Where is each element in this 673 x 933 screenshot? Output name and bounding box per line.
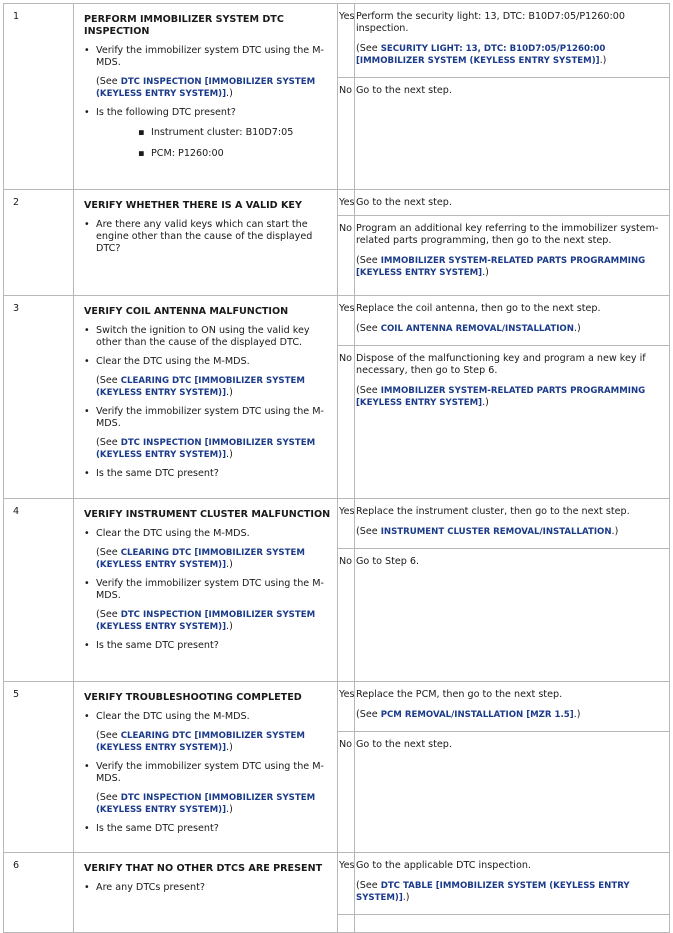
step-instructions bbox=[84, 219, 333, 255]
step-title: VERIFY COIL ANTENNA MALFUNCTION bbox=[84, 306, 289, 317]
reference-link[interactable]: IMMOBILIZER SYSTEM-RELATED PARTS PROGRAMMING [KEYLESS ENTRY SYSTEM] bbox=[356, 386, 646, 408]
reference-prefix: (See bbox=[356, 385, 381, 396]
step-action-cell bbox=[74, 190, 338, 296]
step-questions bbox=[84, 882, 333, 894]
yes-label: Yes bbox=[338, 499, 355, 549]
reference-link[interactable]: DTC INSPECTION [IMMOBILIZER SYSTEM (KEYLESS ENTRY SYSTEM)] bbox=[96, 793, 316, 815]
reference-link[interactable]: INSTRUMENT CLUSTER REMOVAL/INSTALLATION bbox=[380, 527, 612, 537]
step-action-cell bbox=[74, 499, 338, 682]
step-instructions bbox=[84, 578, 333, 602]
result-text: Replace the instrument cluster, then go to the next step. bbox=[356, 506, 630, 517]
step-number: 6 bbox=[4, 853, 74, 933]
result-text: Dispose of the malfunctioning key and program a new key if necessary, then go to Step 6. bbox=[356, 353, 646, 376]
reference-note bbox=[96, 76, 333, 100]
instruction-item: • Are any DTCs present? bbox=[84, 882, 333, 894]
step-row-1 bbox=[4, 4, 670, 78]
question-text: Is the following DTC present? bbox=[96, 107, 236, 118]
reference-note bbox=[96, 437, 333, 461]
reference-suffix: .) bbox=[226, 804, 233, 815]
step-row-4 bbox=[4, 499, 670, 549]
reference-link[interactable]: DTC INSPECTION [IMMOBILIZER SYSTEM (KEYLESS ENTRY SYSTEM)] bbox=[96, 610, 316, 632]
step-action-cell bbox=[74, 296, 338, 499]
step-number: 3 bbox=[4, 296, 74, 499]
reference-prefix: (See bbox=[96, 437, 121, 448]
step-row-6 bbox=[4, 853, 670, 915]
reference-link[interactable]: COIL ANTENNA REMOVAL/INSTALLATION bbox=[380, 324, 574, 334]
step-title: VERIFY THAT NO OTHER DTCS ARE PRESENT bbox=[84, 863, 323, 874]
step-instructions bbox=[84, 406, 333, 430]
dtc-item: ▪ PCM: P1260:00 bbox=[138, 148, 333, 160]
step-title: PERFORM IMMOBILIZER SYSTEM DTC INSPECTION bbox=[84, 14, 284, 37]
reference-suffix: .) bbox=[573, 323, 581, 334]
result-text: Go to Step 6. bbox=[356, 556, 420, 567]
instruction-item: • Clear the DTC using the M-MDS. bbox=[84, 711, 333, 723]
reference-note bbox=[96, 547, 333, 571]
instruction-item: • Verify the immobilizer system DTC using the M-MDS. bbox=[84, 45, 333, 69]
reference-note bbox=[96, 375, 333, 399]
reference-note bbox=[356, 255, 665, 279]
dtc-list bbox=[96, 127, 333, 160]
reference-link[interactable]: CLEARING DTC [IMMOBILIZER SYSTEM (KEYLESS ENTRY SYSTEM)] bbox=[96, 376, 305, 398]
instruction-item: • Verify the immobilizer system DTC using the M-MDS. bbox=[84, 761, 333, 785]
reference-prefix: (See bbox=[96, 547, 121, 558]
step-action-cell bbox=[74, 4, 338, 190]
step-instructions bbox=[84, 45, 333, 69]
reference-note bbox=[356, 709, 665, 721]
result-text: Replace the PCM, then go to the next step. bbox=[356, 689, 563, 700]
step-number: 2 bbox=[4, 190, 74, 296]
instruction-item bbox=[84, 107, 333, 160]
step-questions bbox=[84, 107, 333, 160]
yes-label: Yes bbox=[338, 4, 355, 78]
reference-link[interactable]: CLEARING DTC [IMMOBILIZER SYSTEM (KEYLESS ENTRY SYSTEM)] bbox=[96, 731, 305, 753]
yes-label: Yes bbox=[338, 853, 355, 915]
reference-suffix: .) bbox=[226, 742, 233, 753]
reference-suffix: .) bbox=[226, 449, 233, 460]
no-label: No bbox=[338, 346, 355, 499]
yes-result bbox=[355, 499, 670, 549]
step-row-2 bbox=[4, 190, 670, 216]
no-label: No bbox=[338, 78, 355, 190]
step-row-5 bbox=[4, 682, 670, 732]
yes-result bbox=[355, 682, 670, 732]
no-result bbox=[355, 915, 670, 933]
troubleshooting-table bbox=[3, 3, 670, 933]
instruction-item: • Are there any valid keys which can start the engine other than the cause of the displayed DTC? bbox=[84, 219, 333, 255]
reference-note bbox=[356, 385, 665, 409]
instruction-item: • Switch the ignition to ON using the valid key other than the cause of the displayed DTC. bbox=[84, 325, 333, 349]
instruction-item: • Is the same DTC present? bbox=[84, 823, 333, 835]
reference-link[interactable]: DTC INSPECTION [IMMOBILIZER SYSTEM (KEYLESS ENTRY SYSTEM)] bbox=[96, 77, 316, 99]
no-label: No bbox=[338, 549, 355, 682]
no-label: No bbox=[338, 732, 355, 853]
step-instructions bbox=[84, 761, 333, 785]
reference-link[interactable]: SECURITY LIGHT: 13, DTC: B10D7:05/P1260:00 [IMMOBILIZER SYSTEM (KEYLESS ENTRY SYSTEM)] bbox=[356, 44, 606, 66]
reference-suffix: .) bbox=[402, 892, 410, 903]
yes-result bbox=[355, 4, 670, 78]
reference-prefix: (See bbox=[96, 609, 121, 620]
step-number: 1 bbox=[4, 4, 74, 190]
step-instructions bbox=[84, 711, 333, 723]
reference-prefix: (See bbox=[96, 375, 121, 386]
reference-suffix: .) bbox=[226, 88, 233, 99]
yes-result bbox=[355, 296, 670, 346]
yes-label: Yes bbox=[338, 190, 355, 216]
yes-label: Yes bbox=[338, 296, 355, 346]
yes-label: Yes bbox=[338, 682, 355, 732]
reference-suffix: .) bbox=[226, 387, 233, 398]
result-text: Program an additional key referring to the immobilizer system-related parts programming, then go to the next step. bbox=[356, 223, 659, 246]
reference-prefix: (See bbox=[356, 323, 381, 334]
step-questions bbox=[84, 468, 333, 480]
no-result bbox=[355, 549, 670, 682]
no-label: No bbox=[338, 216, 355, 296]
reference-suffix: .) bbox=[482, 397, 489, 408]
no-result bbox=[355, 732, 670, 853]
reference-note bbox=[96, 792, 333, 816]
result-text: Go to the applicable DTC inspection. bbox=[356, 860, 531, 871]
yes-result bbox=[355, 853, 670, 915]
reference-link[interactable]: IMMOBILIZER SYSTEM-RELATED PARTS PROGRAMMING [KEYLESS ENTRY SYSTEM] bbox=[356, 256, 646, 278]
reference-link[interactable]: CLEARING DTC [IMMOBILIZER SYSTEM (KEYLESS ENTRY SYSTEM)] bbox=[96, 548, 305, 570]
instruction-item: • Is the same DTC present? bbox=[84, 640, 333, 652]
step-row-3 bbox=[4, 296, 670, 346]
reference-prefix: (See bbox=[356, 43, 381, 54]
step-instructions bbox=[84, 528, 333, 540]
reference-prefix: (See bbox=[356, 526, 381, 537]
step-action-cell bbox=[74, 682, 338, 853]
reference-link[interactable]: PCM REMOVAL/INSTALLATION [MZR 1.5] bbox=[380, 710, 574, 720]
result-text: Go to the next step. bbox=[356, 739, 452, 750]
step-questions bbox=[84, 640, 333, 652]
reference-prefix: (See bbox=[356, 255, 381, 266]
step-number: 4 bbox=[4, 499, 74, 682]
reference-note bbox=[356, 323, 665, 335]
instruction-item: • Is the same DTC present? bbox=[84, 468, 333, 480]
reference-prefix: (See bbox=[356, 709, 381, 720]
reference-suffix: .) bbox=[599, 55, 607, 66]
reference-suffix: .) bbox=[573, 709, 581, 720]
result-text: Go to the next step. bbox=[356, 197, 452, 208]
no-result bbox=[355, 346, 670, 499]
reference-suffix: .) bbox=[226, 559, 233, 570]
reference-prefix: (See bbox=[96, 76, 121, 87]
step-number: 5 bbox=[4, 682, 74, 853]
instruction-item: • Verify the immobilizer system DTC using the M-MDS. bbox=[84, 406, 333, 430]
reference-suffix: .) bbox=[226, 621, 233, 632]
result-text: Replace the coil antenna, then go to the next step. bbox=[356, 303, 601, 314]
reference-prefix: (See bbox=[356, 880, 381, 891]
reference-link[interactable]: DTC TABLE [IMMOBILIZER SYSTEM (KEYLESS ENTRY SYSTEM)] bbox=[356, 881, 630, 903]
reference-suffix: .) bbox=[482, 267, 489, 278]
reference-suffix: .) bbox=[611, 526, 619, 537]
reference-prefix: (See bbox=[96, 792, 121, 803]
step-action-cell bbox=[74, 853, 338, 933]
instruction-item: • Verify the immobilizer system DTC using the M-MDS. bbox=[84, 578, 333, 602]
step-instructions bbox=[84, 325, 333, 368]
no-result bbox=[355, 216, 670, 296]
reference-note bbox=[356, 526, 665, 538]
result-text: Perform the security light: 13, DTC: B10D7:05/P1260:00 inspection. bbox=[356, 11, 625, 34]
reference-note bbox=[96, 730, 333, 754]
instruction-item: • Clear the DTC using the M-MDS. bbox=[84, 356, 333, 368]
reference-prefix: (See bbox=[96, 730, 121, 741]
reference-note bbox=[356, 43, 665, 67]
no-result bbox=[355, 78, 670, 190]
step-title: VERIFY TROUBLESHOOTING COMPLETED bbox=[84, 692, 302, 703]
reference-note bbox=[96, 609, 333, 633]
reference-link[interactable]: DTC INSPECTION [IMMOBILIZER SYSTEM (KEYLESS ENTRY SYSTEM)] bbox=[96, 438, 316, 460]
dtc-item: ▪ Instrument cluster: B10D7:05 bbox=[138, 127, 333, 139]
step-questions bbox=[84, 823, 333, 835]
no-label bbox=[338, 915, 355, 933]
step-title: VERIFY WHETHER THERE IS A VALID KEY bbox=[84, 200, 302, 211]
instruction-item: • Clear the DTC using the M-MDS. bbox=[84, 528, 333, 540]
reference-note bbox=[356, 880, 665, 904]
result-text: Go to the next step. bbox=[356, 85, 452, 96]
step-title: VERIFY INSTRUMENT CLUSTER MALFUNCTION bbox=[84, 509, 331, 520]
yes-result bbox=[355, 190, 670, 216]
